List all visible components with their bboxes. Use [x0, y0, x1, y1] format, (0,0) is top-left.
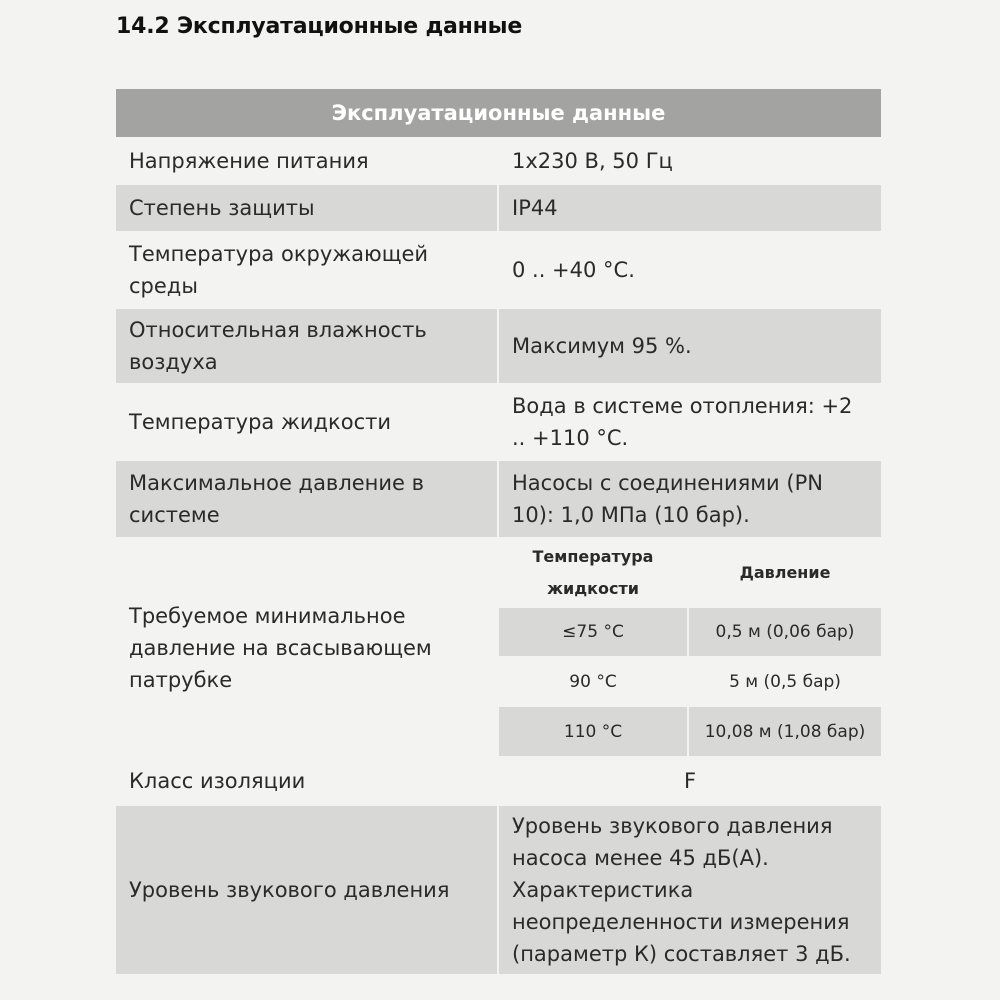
subtable-temp-1: ≤75 °C [499, 608, 687, 656]
row-label-ambient-temp: Температура окружающей среды [129, 242, 429, 298]
subtable-pressure-1: 0,5 м (0,06 бар) [689, 608, 881, 656]
subtable-pressure-2: 5 м (0,5 бар) [729, 672, 841, 692]
subtable-col-pressure: Давление [739, 563, 831, 582]
row-label-protection: Степень защиты [116, 185, 497, 231]
row-value-insulation-class: F [683, 769, 697, 793]
row-label-humidity: Относительная влажность воздуха [116, 309, 497, 383]
row-value-sound-pressure: Уровень звукового давления насоса менее 45 дБ(А). Характеристика неопределенности измерения (параметр К) составляет 3 дБ. [499, 806, 881, 974]
row-value-protection: IP44 [499, 185, 881, 231]
row-value-liquid-temp: Вода в системе отопления: +2 .. +110 °C. [512, 394, 853, 450]
subtable-col-temperature: Температура жидкости [532, 547, 654, 598]
row-label-liquid-temp: Температура жидкости [129, 410, 392, 434]
table-header: Эксплуатационные данные [116, 89, 881, 137]
row-value-ambient-temp: 0 .. +40 °C. [512, 258, 635, 282]
subtable-pressure-3: 10,08 м (1,08 бар) [689, 707, 881, 756]
row-value-max-pressure: Насосы с соединениями (PN 10): 1,0 МПа (10 бар). [499, 461, 881, 537]
row-label-max-pressure: Максимальное давление в системе [116, 461, 497, 537]
section-title: 14.2 Эксплуатационные данные [116, 14, 523, 39]
row-label-min-inlet-pressure: Требуемое минимальное давление на всасывающем патрубке [129, 604, 432, 692]
row-value-humidity: Максимум 95 %. [499, 309, 881, 383]
subtable-temp-3: 110 °C [499, 707, 687, 756]
row-label-sound-pressure: Уровень звукового давления [116, 806, 497, 974]
row-label-insulation-class: Класс изоляции [129, 769, 306, 793]
row-label-supply-voltage: Напряжение питания [129, 149, 369, 173]
subtable-temp-2: 90 °C [569, 672, 617, 692]
row-value-supply-voltage: 1x230 В, 50 Гц [512, 149, 673, 173]
